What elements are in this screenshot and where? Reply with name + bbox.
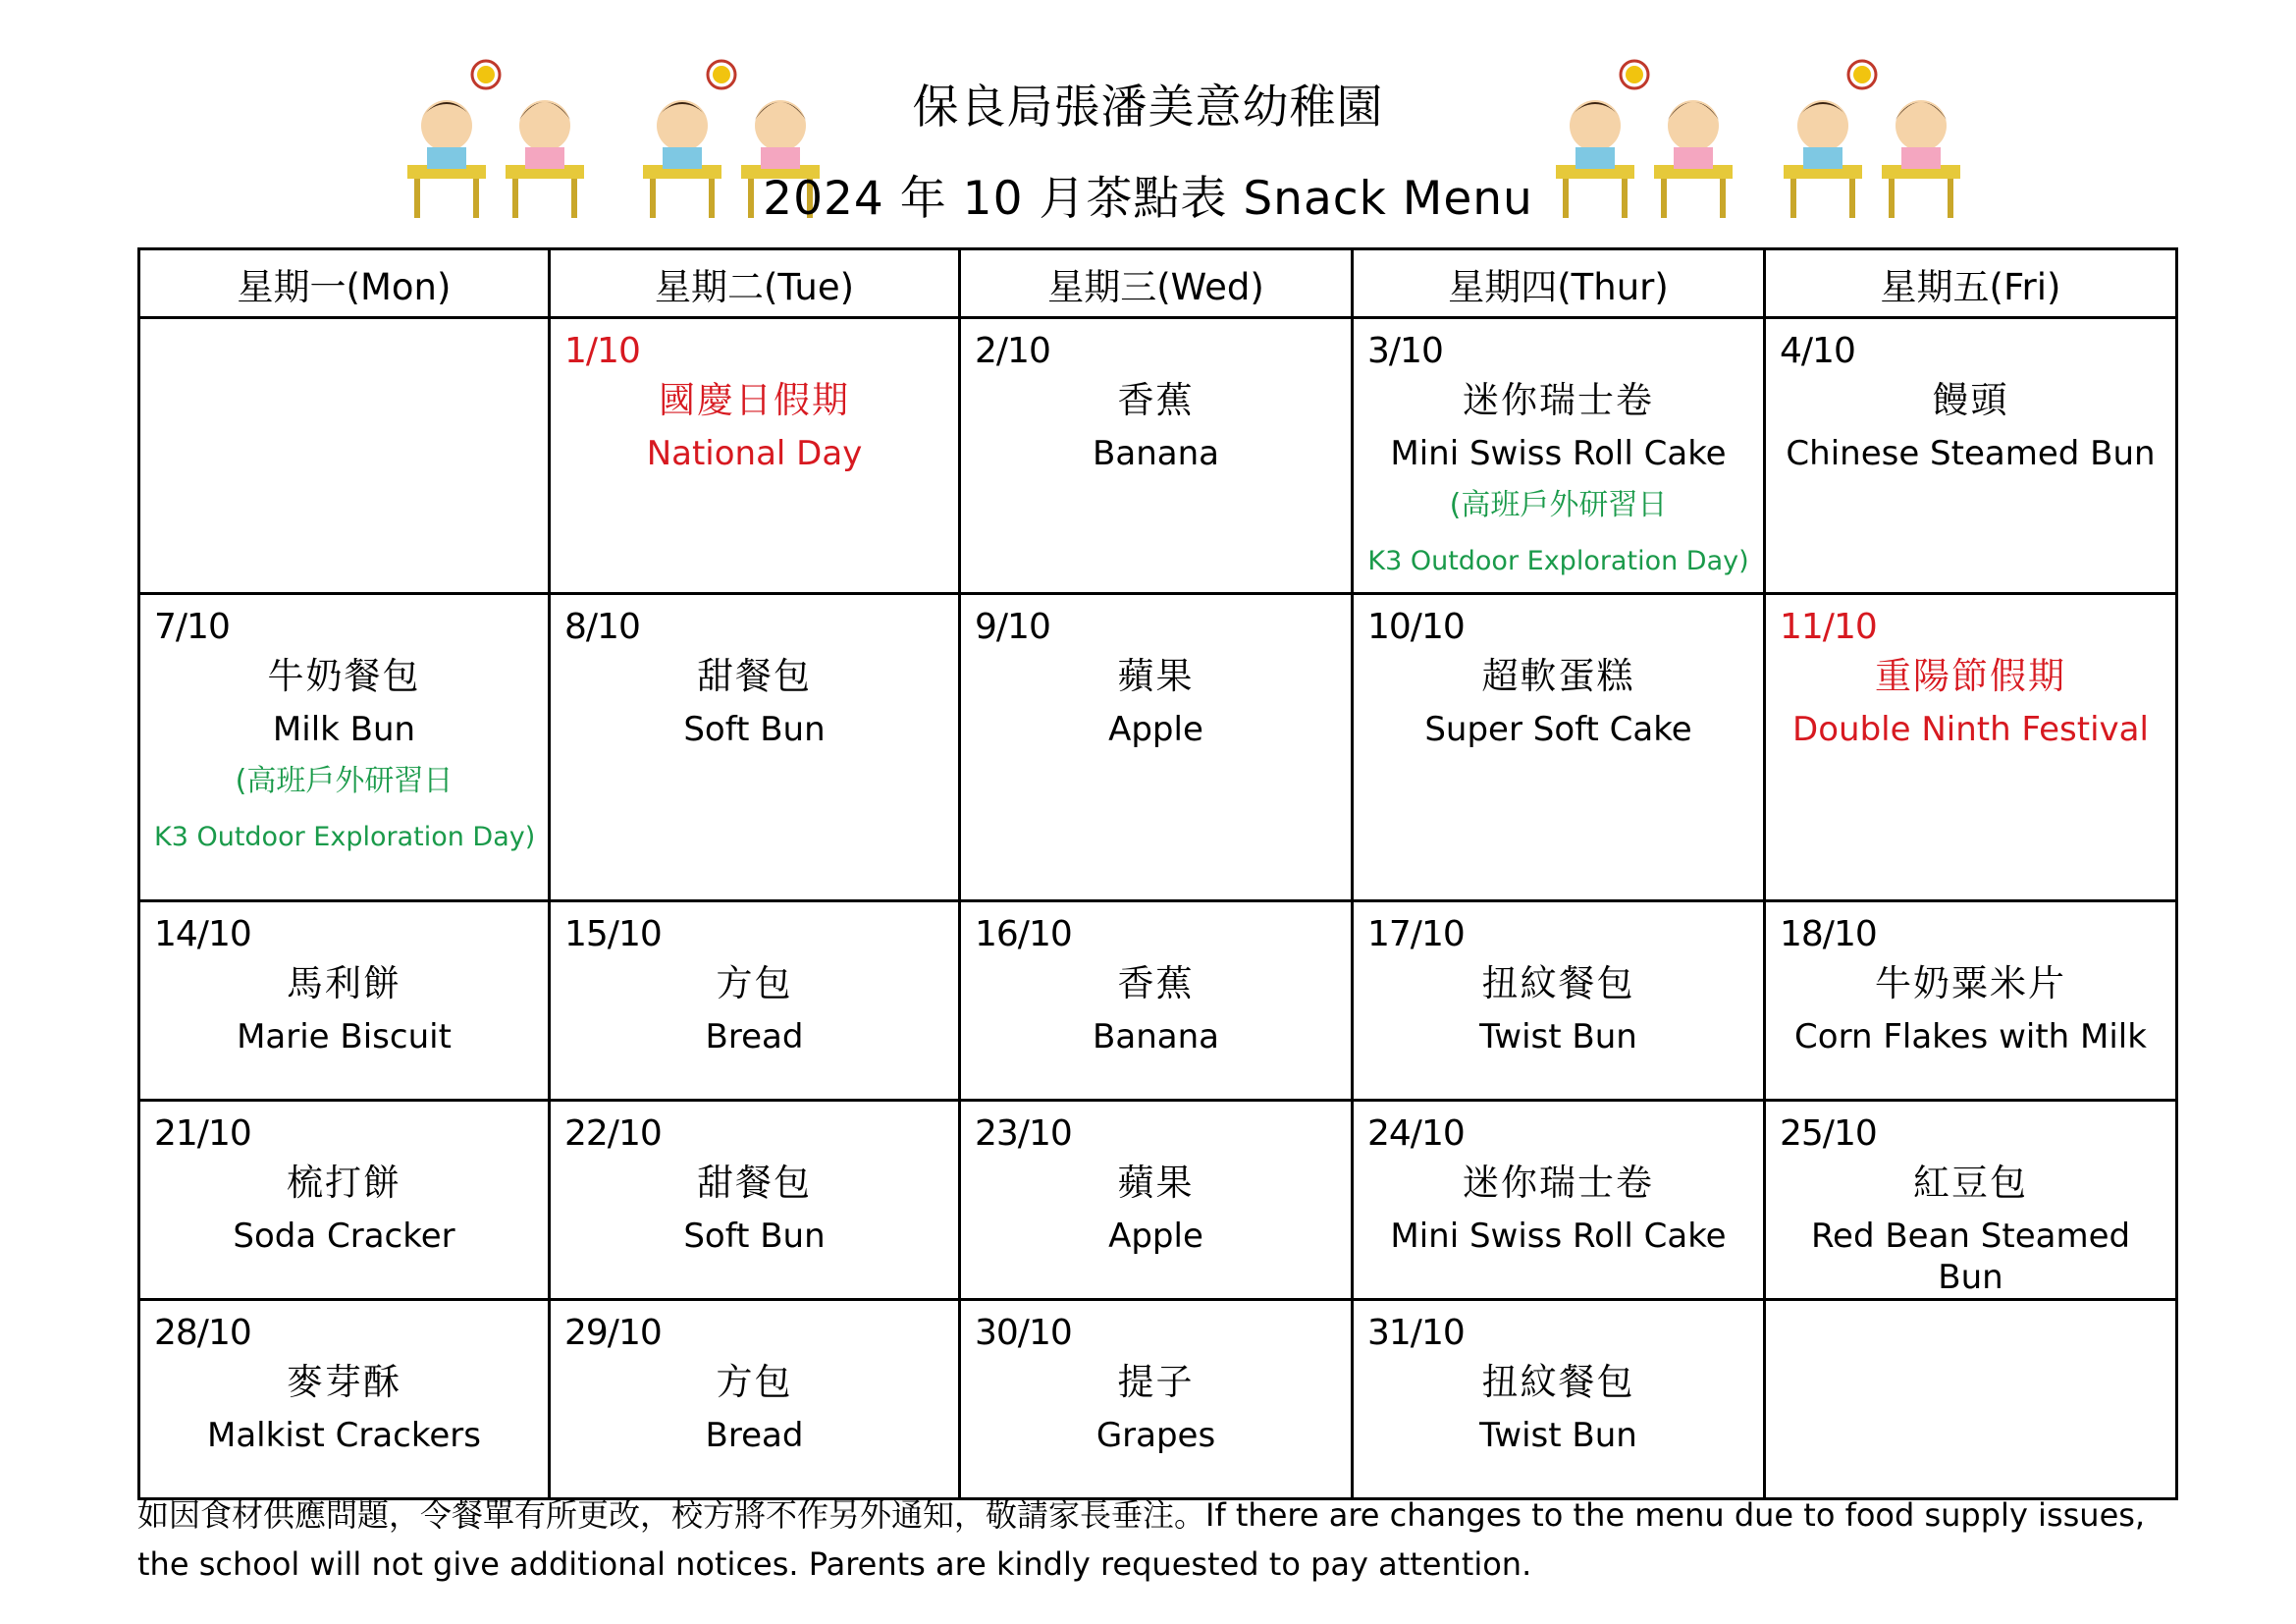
activity-note-en: K3 Outdoor Exploration Day) [154,822,536,852]
snack-name-en: Bread [705,1416,804,1455]
menu-date: 16/10 [975,914,1072,954]
snack-name-en: Super Soft Cake [1424,710,1692,749]
menu-cell [139,594,550,901]
snack-name-cn: 迷你瑞士卷 [1463,379,1654,421]
snack-name-cn: 重陽節假期 [1875,655,2066,697]
menu-date: 17/10 [1367,914,1465,954]
snack-name-en: Marie Biscuit [237,1017,452,1056]
week-row [139,901,2177,1101]
week-row [139,594,2177,901]
menu-cell [550,594,960,901]
menu-title: 2024 年 10 月茶點表 Snack Menu [763,172,1533,226]
menu-date: 28/10 [154,1313,251,1353]
menu-date: 9/10 [975,607,1050,647]
menu-cell-content [1766,595,2175,899]
menu-date: 11/10 [1780,607,1877,647]
snack-name-cn: 牛奶餐包 [267,655,421,697]
snack-name-en: Mini Swiss Roll Cake [1390,1217,1727,1256]
menu-cell [139,318,550,594]
menu-date: 8/10 [564,607,640,647]
menu-date: 22/10 [564,1113,662,1154]
menu-date: 25/10 [1780,1113,1877,1154]
snack-name-en: National Day [646,434,863,473]
snack-name-en: Milk Bun [272,710,416,749]
menu-date: 14/10 [154,914,251,954]
menu-cell-content [551,902,958,1099]
menu-cell [1765,594,2177,901]
snack-name-cn: 甜餐包 [697,1162,812,1204]
menu-cell-content [140,1301,548,1497]
snack-name-en: Apple [1108,1217,1203,1256]
snack-name-cn: 蘋果 [1117,1162,1195,1204]
menu-cell-content [1354,595,1763,899]
menu-cell-content [961,1102,1351,1298]
snack-name-en: Bread [705,1017,804,1056]
snack-name-cn: 香蕉 [1117,379,1195,421]
menu-date: 21/10 [154,1113,251,1154]
menu-cell [1353,1101,1765,1300]
snack-name-cn: 香蕉 [1117,962,1195,1004]
menu-cell [960,318,1353,594]
day-header-fri: 星期五(Fri) [1765,249,2177,318]
week-row [139,1101,2177,1300]
menu-cell [139,901,550,1101]
menu-date: 10/10 [1367,607,1465,647]
menu-cell-content [1354,1102,1763,1298]
footer-notice: 如因食材供應問題，令餐單有所更改，校方將不作另外通知，敬請家長垂注。If there are changes to the menu due to food supply issues, the school will not give additional notices. Parents are kindly requested to pay attention. [137,1496,2146,1583]
snack-name-cn: 國慶日假期 [659,379,850,421]
menu-cell-content [961,595,1351,899]
day-header-row [139,249,2177,318]
snack-name-en: Soda Cracker [233,1217,455,1256]
menu-date: 15/10 [564,914,662,954]
menu-date: 18/10 [1780,914,1877,954]
snack-name-en: Corn Flakes with Milk [1794,1017,2147,1056]
menu-date: 30/10 [975,1313,1072,1353]
menu-cell [139,1300,550,1499]
snack-name-cn: 紅豆包 [1913,1162,2028,1204]
snack-name-cn: 甜餐包 [697,655,812,697]
menu-date: 29/10 [564,1313,662,1353]
day-header-mon: 星期一(Mon) [139,249,550,318]
menu-cell-content [961,319,1351,592]
menu-cell-content [1766,1301,2175,1497]
snack-name-en: Twist Bun [1479,1416,1637,1455]
day-header-tue: 星期二(Tue) [550,249,960,318]
menu-date: 2/10 [975,331,1050,371]
snack-name-cn: 方包 [716,1361,793,1403]
menu-date: 23/10 [975,1113,1072,1154]
menu-cell [550,1300,960,1499]
activity-note-cn: (高班戶外研習日 [1449,488,1668,522]
snack-menu-table [137,247,2178,1500]
snack-name-en: Double Ninth Festival [1792,710,2149,749]
menu-cell-content [140,319,548,592]
menu-cell [550,901,960,1101]
snack-name-en: Banana [1093,434,1219,473]
menu-cell-content [1354,1301,1763,1497]
menu-cell [1765,318,2177,594]
menu-cell [550,318,960,594]
menu-date: 1/10 [564,331,640,371]
snack-name-cn: 馬利餅 [287,962,401,1004]
menu-cell-content [1766,902,2175,1099]
snack-name-en: Chinese Steamed Bun [1786,434,2156,473]
menu-cell [1353,318,1765,594]
menu-cell-content [551,1102,958,1298]
snack-name-en: Twist Bun [1479,1017,1637,1056]
week-row [139,318,2177,594]
day-header-thu: 星期四(Thur) [1353,249,1765,318]
snack-name-cn: 超軟蛋糕 [1481,655,1635,697]
school-name-title: 保良局張潘美意幼稚園 [912,81,1384,135]
day-header-wed: 星期三(Wed) [960,249,1353,318]
snack-name-en: Banana [1093,1017,1219,1056]
snack-name-cn: 梳打餅 [287,1162,401,1204]
snack-name-en: Soft Bun [683,1217,826,1256]
menu-cell [960,1300,1353,1499]
menu-cell-content [1766,319,2175,592]
menu-date: 31/10 [1367,1313,1465,1353]
menu-cell [1765,1300,2177,1499]
menu-cell [550,1101,960,1300]
menu-cell [1765,1101,2177,1300]
snack-name-cn: 扭紋餐包 [1481,1361,1635,1403]
activity-note-cn: (高班戶外研習日 [235,764,454,798]
menu-cell [960,901,1353,1101]
menu-cell-content [551,1301,958,1497]
snack-name-cn: 牛奶粟米片 [1875,962,2066,1004]
activity-note-en: K3 Outdoor Exploration Day) [1367,546,1749,576]
menu-cell-content [1766,1102,2175,1298]
menu-date: 4/10 [1780,331,1855,371]
snack-name-cn: 麥芽酥 [287,1361,401,1403]
snack-name-cn: 迷你瑞士卷 [1463,1162,1654,1204]
menu-cell [1353,1300,1765,1499]
menu-cell-content [140,902,548,1099]
snack-name-en: Soft Bun [683,710,826,749]
menu-cell [1765,901,2177,1101]
snack-name-en: Red Bean Steamed Bun [1810,1217,2131,1297]
snack-name-cn: 方包 [716,962,793,1004]
snack-name-cn: 扭紋餐包 [1481,962,1635,1004]
menu-cell [139,1101,550,1300]
snack-name-en: Malkist Crackers [207,1416,481,1455]
snack-name-cn: 饅頭 [1932,379,2009,421]
menu-cell [1353,594,1765,901]
menu-cell-content [1354,319,1763,592]
menu-cell-content [551,319,958,592]
menu-cell [1353,901,1765,1101]
snack-name-cn: 蘋果 [1117,655,1195,697]
menu-cell-content [961,902,1351,1099]
snack-name-en: Grapes [1095,1416,1216,1455]
snack-name-en: Apple [1108,710,1203,749]
menu-cell-content [140,595,548,899]
menu-cell-content [140,1102,548,1298]
menu-date: 7/10 [154,607,230,647]
menu-date: 24/10 [1367,1113,1465,1154]
menu-cell [960,1101,1353,1300]
menu-cell-content [1354,902,1763,1099]
menu-cell [960,594,1353,901]
menu-cell-content [961,1301,1351,1497]
snack-name-en: Mini Swiss Roll Cake [1390,434,1727,473]
snack-name-cn: 提子 [1117,1361,1195,1403]
week-row [139,1300,2177,1499]
menu-date: 3/10 [1367,331,1443,371]
menu-cell-content [551,595,958,899]
